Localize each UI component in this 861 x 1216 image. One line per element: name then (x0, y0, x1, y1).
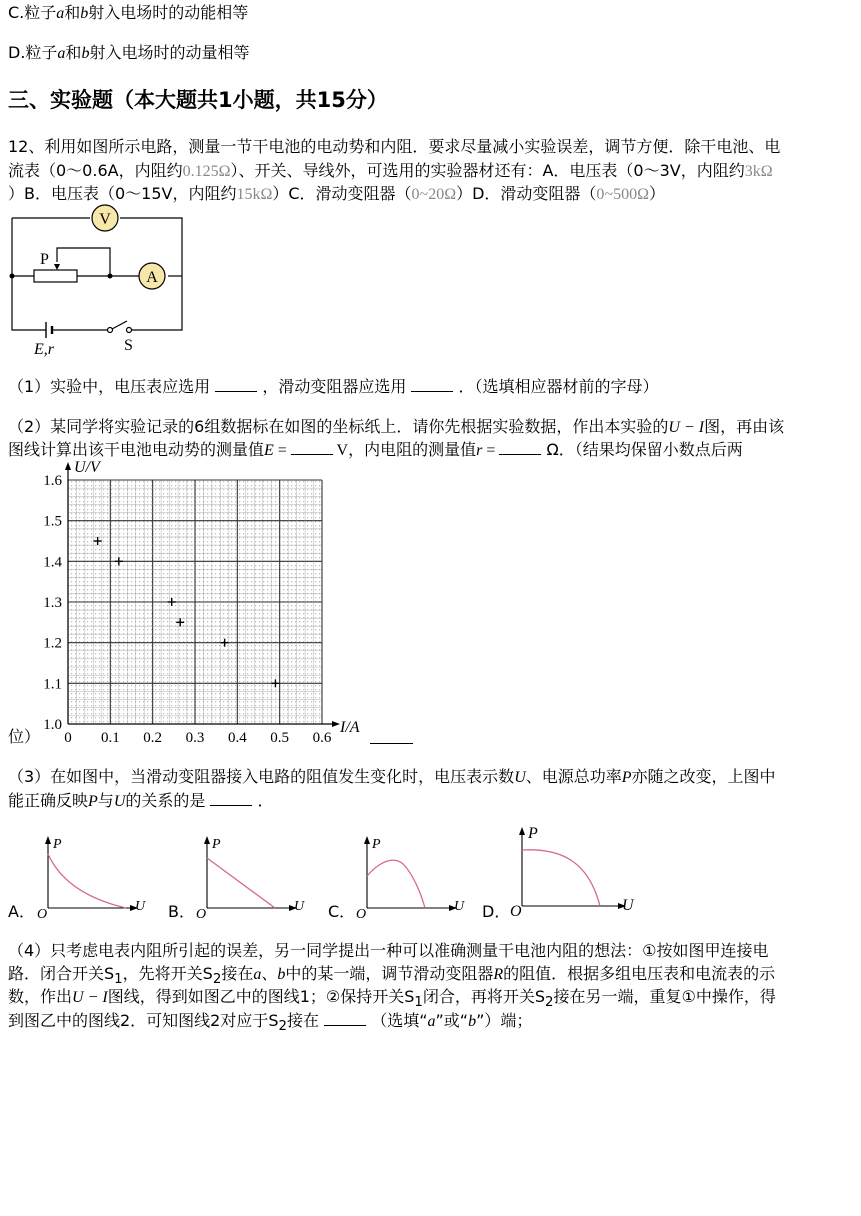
u-i-symbol: U − I (668, 419, 705, 436)
option-d-suffix: 射入电场时的动量相等 (89, 43, 250, 62)
ammeter-label: A (146, 269, 158, 286)
y-tick-label: 1.4 (43, 554, 62, 571)
option-d-mid: 和 (65, 43, 82, 62)
part4-text: ”）端； (476, 1011, 533, 1030)
u-i-chart (30, 456, 370, 748)
u-axis-label: U (294, 899, 305, 914)
subscript: 1 (114, 972, 123, 988)
u-axis-label: U (135, 899, 146, 914)
choice-b-graph (195, 832, 309, 920)
rheostat-d-range: 0~500Ω (596, 186, 649, 203)
choice-a-label: A． (8, 902, 35, 921)
x-tick-labels (64, 730, 332, 746)
x-tick-label: 0.5 (270, 730, 290, 746)
var-b: b (80, 5, 89, 22)
part3-text: 亦随之改变，上图中 (631, 767, 776, 786)
section-title: 三、实验题（本大题共1小题，共15分） (8, 88, 388, 112)
var-a: a (253, 966, 262, 983)
voltmeter-a-resistance: 3kΩ (744, 163, 773, 180)
y-tick-label: 1.2 (43, 635, 62, 652)
circuit-diagram (4, 200, 190, 360)
q12-text: ）C．滑动变阻器（ (272, 184, 412, 203)
part1-text: （1）实验中，电压表应选用 (8, 377, 216, 396)
part4-text: 图线，得到如图乙中的图线1；②保持开关S (107, 987, 415, 1006)
part3-text: 的关系的是 (125, 791, 211, 810)
q12-line1: 12、利用如图所示电路，测量一节干电池的电动势和内阻．要求尽量减小实验误差，调节方便．除干电池、电 (8, 137, 781, 156)
choice-b-label: B． (168, 902, 195, 921)
answer-blank-graph[interactable] (370, 730, 413, 744)
part1 (8, 376, 659, 398)
option-c-suffix: 射入电场时的动能相等 (88, 3, 249, 22)
var-r: R (493, 966, 504, 983)
u-axis-label: U (454, 899, 465, 914)
var-a: a (57, 45, 66, 62)
slider-label: P (40, 251, 49, 268)
x-tick-label: 0.2 (143, 730, 163, 746)
part4-text: 接在 (221, 964, 254, 983)
part3-text: 、电源总功率 (525, 767, 622, 786)
ammeter-resistance: 0.125Ω (182, 163, 231, 180)
part4-text: 到图乙中的图线2．可知图线2对应于S (8, 1011, 279, 1030)
part1-text: ．（选填相应器材前的字母） (453, 377, 659, 396)
part2-text: 位） (8, 727, 41, 746)
resistance-symbol: r (476, 442, 483, 459)
equals: = (482, 442, 500, 459)
choice-c-graph (355, 832, 469, 920)
part2-text: （2）某同学将实验记录的6组数据标在如图的坐标纸上．请你先根据实验数据，作出本实验的 (8, 417, 669, 436)
option-d-prefix: D.粒子 (8, 43, 58, 62)
voltmeter-label: V (99, 211, 111, 228)
part3-line1 (8, 766, 776, 789)
q12-text: 流表（0～0.6A，内阻约 (8, 161, 183, 180)
part4-text: 中的某一端，调节滑动变阻器 (285, 964, 494, 983)
switch-label: S (124, 337, 133, 354)
line-b (207, 858, 275, 908)
part3-text: ． (252, 791, 274, 810)
var-b: b (468, 1013, 477, 1030)
option-c (8, 2, 248, 25)
part3-text: 与 (97, 791, 114, 810)
part4-text: 接在 (287, 1011, 325, 1030)
var-b: b (81, 45, 90, 62)
part2-text: 图，再由该 (704, 417, 785, 436)
y-tick-label: 1.1 (43, 676, 62, 693)
q12-text: ）、开关、导线外，可选用的实验器材还有：A．电压表（0～3V，内阻约 (230, 161, 745, 180)
part2-text: Ω．（结果均保留小数点后两 (541, 440, 743, 459)
part4-text: ，先将开关S (122, 964, 213, 983)
y-tick-labels (43, 473, 62, 733)
part2-line3 (8, 726, 40, 748)
answer-blank-voltmeter[interactable] (215, 377, 257, 392)
subscript: 2 (278, 1019, 288, 1035)
equals: = (273, 442, 291, 459)
var-a: a (427, 1013, 436, 1030)
p-axis-label: P (53, 837, 62, 852)
subscript: 2 (212, 972, 222, 988)
answer-blank-pu[interactable] (210, 791, 252, 806)
q12-text: ）D．滑动变阻器（ (456, 184, 597, 203)
curve-d (522, 850, 600, 906)
var-u: U (113, 793, 126, 810)
var-b: b (277, 966, 286, 983)
emf-symbol: E (264, 442, 274, 459)
answer-blank-resistance[interactable] (499, 440, 541, 455)
p-axis-label: P (528, 825, 538, 842)
answer-blank-rheostat[interactable] (411, 377, 453, 392)
origin-label: O (510, 903, 522, 920)
answer-blank-emf[interactable] (291, 440, 333, 455)
part3-line2 (8, 790, 274, 813)
y-axis-label: U/V (74, 459, 100, 476)
u-i-symbol: U − I (72, 989, 108, 1006)
option-c-mid: 和 (64, 3, 81, 22)
origin-label: O (37, 907, 48, 920)
part2-text: V，内电阻的测量值 (332, 442, 477, 459)
part4-text: 闭合，再将开关S (422, 987, 546, 1006)
p-axis-label: P (372, 837, 381, 852)
curve-a (48, 854, 126, 908)
part3-text: 能正确反映 (8, 791, 89, 810)
curve-c (367, 860, 425, 908)
voltmeter-b-resistance: 15kΩ (236, 186, 273, 203)
part4-text: ”或“ (435, 1011, 469, 1030)
choice-d-label: D． (482, 902, 511, 921)
part4-text: 路．闭合开关S (8, 964, 115, 983)
origin-label: O (356, 907, 367, 920)
battery-label: E,r (34, 341, 54, 358)
var-u: U (514, 769, 526, 786)
y-tick-label: 1.6 (43, 473, 62, 489)
part4-text: 接在另一端，重复①中操作，得 (553, 987, 776, 1006)
x-tick-label: 0 (64, 730, 72, 746)
option-c-prefix: C.粒子 (8, 3, 57, 22)
x-tick-label: 0.4 (227, 730, 247, 746)
q12-text: ）B．电压表（0～15V，内阻约 (8, 184, 237, 203)
choice-c-label: C． (328, 902, 356, 921)
part4-line1: （4）只考虑电表内阻所引起的误差，另一同学提出一种可以准确测量干电池内阻的想法：①按如图甲连接电 (8, 941, 769, 960)
answer-blank-terminal[interactable] (324, 1011, 366, 1026)
u-axis-label: U (622, 897, 634, 914)
part4-text: 、 (261, 964, 278, 983)
rheostat-c-range: 0~20Ω (411, 186, 457, 203)
part4-line4 (8, 1010, 532, 1038)
var-p: P (621, 769, 632, 786)
y-tick-label: 1.3 (43, 595, 62, 611)
part1-text: ，滑动变阻器应选用 (257, 377, 412, 396)
x-axis-label: I/A (340, 719, 360, 736)
y-tick-label: 1.0 (43, 717, 62, 733)
subscript: 1 (414, 995, 423, 1011)
part3-text: （3）在如图中，当滑动变阻器接入电路的阻值发生变化时，电压表示数 (8, 767, 515, 786)
origin-label: O (196, 907, 207, 920)
choice-a-graph (36, 832, 150, 920)
y-tick-label: 1.5 (43, 513, 62, 530)
q12-line2 (8, 160, 773, 183)
choice-d-graph (508, 822, 640, 920)
q12-text: ） (648, 184, 665, 203)
x-tick-label: 0.6 (312, 730, 332, 746)
x-tick-label: 0.1 (100, 730, 120, 746)
part4-text: 数，作出 (8, 987, 73, 1006)
option-d (8, 42, 249, 65)
p-axis-label: P (212, 837, 221, 852)
part4-text: （选填“ (366, 1011, 428, 1030)
part2-line1 (8, 416, 784, 439)
x-tick-label: 0.3 (185, 730, 205, 746)
var-p: P (88, 793, 98, 810)
var-a: a (56, 5, 65, 22)
subscript: 2 (545, 995, 554, 1011)
part2-text: 图线计算出该干电池电动势的测量值 (8, 440, 265, 459)
part4-text: 的阻值．根据多组电压表和电流表的示 (503, 964, 776, 983)
